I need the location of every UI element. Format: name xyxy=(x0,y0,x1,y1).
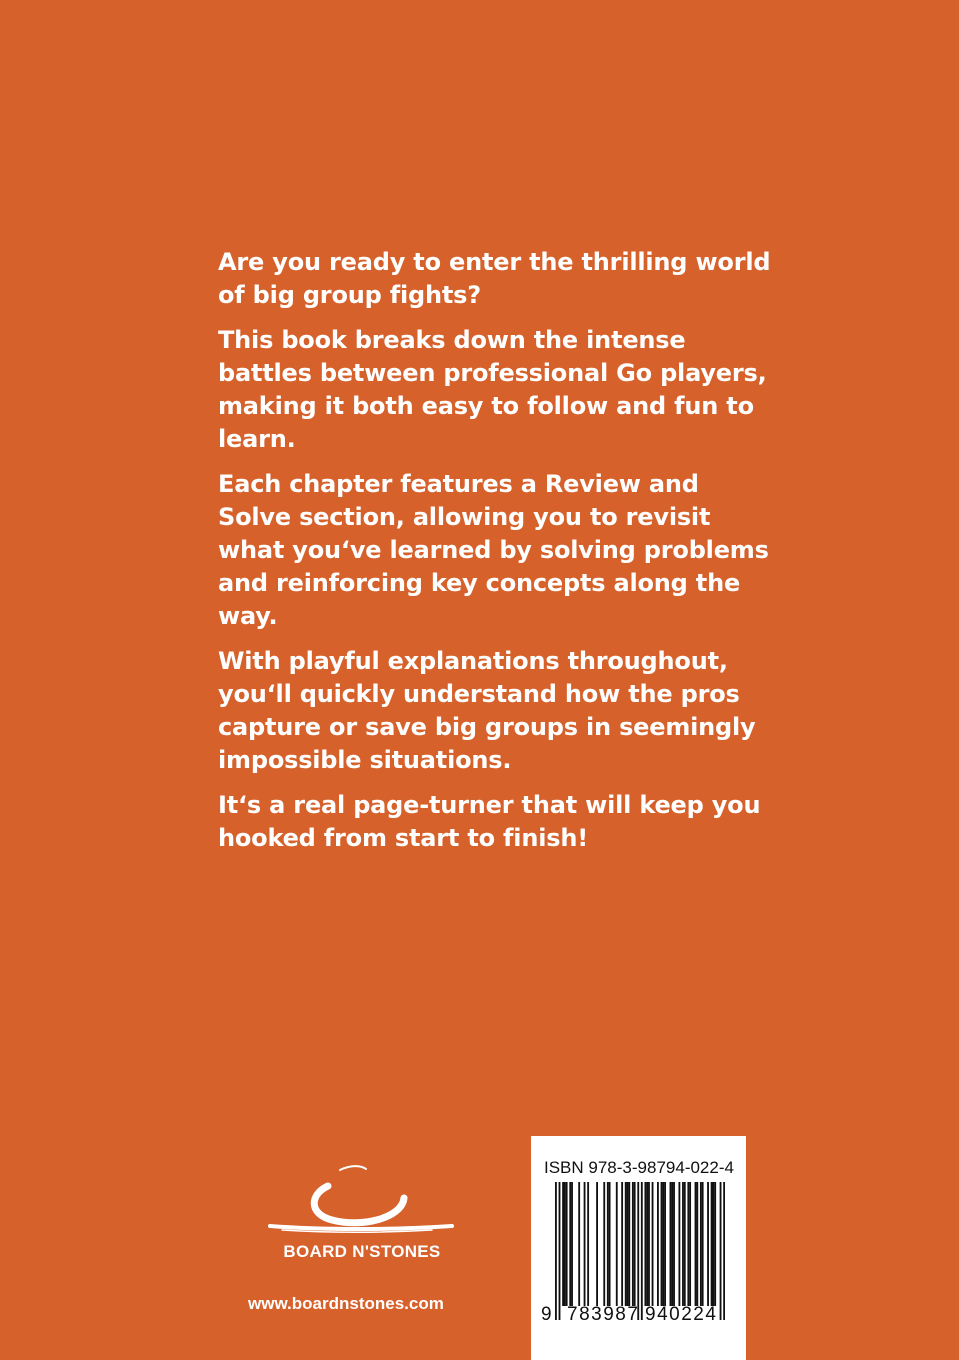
barcode-bar xyxy=(646,1182,648,1306)
barcode-bar xyxy=(657,1182,659,1306)
barcode-bar xyxy=(711,1182,713,1306)
barcode-bar xyxy=(621,1182,623,1306)
barcode-bar xyxy=(661,1182,663,1306)
barcode-bar xyxy=(566,1182,568,1306)
barcode-bar xyxy=(673,1182,675,1306)
barcode-bar xyxy=(712,1182,714,1306)
barcode-bar xyxy=(714,1182,716,1306)
blurb-paragraph-3: Each chapter features a Review and Solve section, allowing you to revisit what you‘ve learned by solving problems and reinforcing key concepts along the way. xyxy=(218,470,769,630)
publisher-logo xyxy=(262,1160,462,1270)
barcode-bar xyxy=(644,1182,646,1306)
publisher-website: www.boardnstones.com xyxy=(248,1294,444,1313)
blurb-paragraph-5: It‘s a real page-turner that will keep you hooked from start to finish! xyxy=(218,791,761,852)
barcode-bar xyxy=(571,1182,573,1306)
barcode-bar xyxy=(648,1182,650,1306)
publisher-name: BOARD N'STONES xyxy=(283,1242,441,1261)
barcode-bar xyxy=(578,1182,580,1306)
barcode-bar xyxy=(723,1182,725,1320)
blurb-paragraph-4: With playful explanations throughout, you‘ll quickly understand how the pros capture or save big groups in seemingly impossible situations. xyxy=(218,647,756,774)
barcode-bar xyxy=(596,1182,598,1306)
barcode-bar xyxy=(662,1182,664,1306)
ean-right-digits: 940224 xyxy=(645,1304,718,1325)
barcode-bar xyxy=(700,1182,702,1306)
barcode-bar xyxy=(695,1182,697,1306)
isbn-number: ISBN 978-3-98794-022-4 xyxy=(544,1158,734,1177)
blurb-paragraph-1: Are you ready to enter the thrilling world of big group fights? xyxy=(218,248,771,309)
barcode-bar xyxy=(670,1182,672,1306)
ean-first-digit: 9 xyxy=(541,1304,554,1325)
barcode-bar xyxy=(607,1182,609,1306)
barcode-bar xyxy=(609,1182,611,1306)
isbn-barcode-label xyxy=(531,1136,746,1360)
blurb-paragraph-2: This book breaks down the intense battles between professional Go players, making it both easy to follow and fun to learn. xyxy=(218,326,767,453)
barcode-bar xyxy=(555,1182,557,1320)
ean-left-digits: 783987 xyxy=(567,1304,640,1325)
barcode-bar xyxy=(678,1182,680,1306)
barcode-bar xyxy=(696,1182,698,1306)
barcode-bar xyxy=(641,1182,643,1320)
barcode-bar xyxy=(587,1182,589,1306)
barcode-bar xyxy=(628,1182,630,1306)
barcode-bar xyxy=(684,1182,686,1306)
barcode-bar xyxy=(625,1182,627,1306)
barcode-bar xyxy=(603,1182,605,1306)
barcode-bar xyxy=(671,1182,673,1306)
barcode-bar xyxy=(637,1182,639,1320)
barcode-bar xyxy=(562,1182,564,1306)
barcode-icon xyxy=(555,1182,725,1320)
barcode-bar xyxy=(632,1182,634,1306)
barcode-bar xyxy=(652,1182,654,1306)
barcode-bar xyxy=(569,1182,571,1306)
barcode-bar xyxy=(584,1182,586,1306)
barcode-bar xyxy=(634,1182,636,1306)
barcode-bar xyxy=(707,1182,709,1306)
barcode-bar xyxy=(682,1182,684,1306)
barcode-bar xyxy=(616,1182,618,1306)
barcode-bar xyxy=(664,1182,666,1306)
barcode-bar xyxy=(627,1182,629,1306)
barcode-bar xyxy=(564,1182,566,1306)
enso-brush-stroke-icon xyxy=(262,1160,462,1242)
barcode-bar xyxy=(720,1182,722,1320)
blurb-text xyxy=(218,246,778,867)
barcode-bar xyxy=(702,1182,704,1306)
barcode-bar xyxy=(559,1182,561,1320)
barcode-bar xyxy=(687,1182,689,1306)
barcode-bar xyxy=(689,1182,691,1306)
